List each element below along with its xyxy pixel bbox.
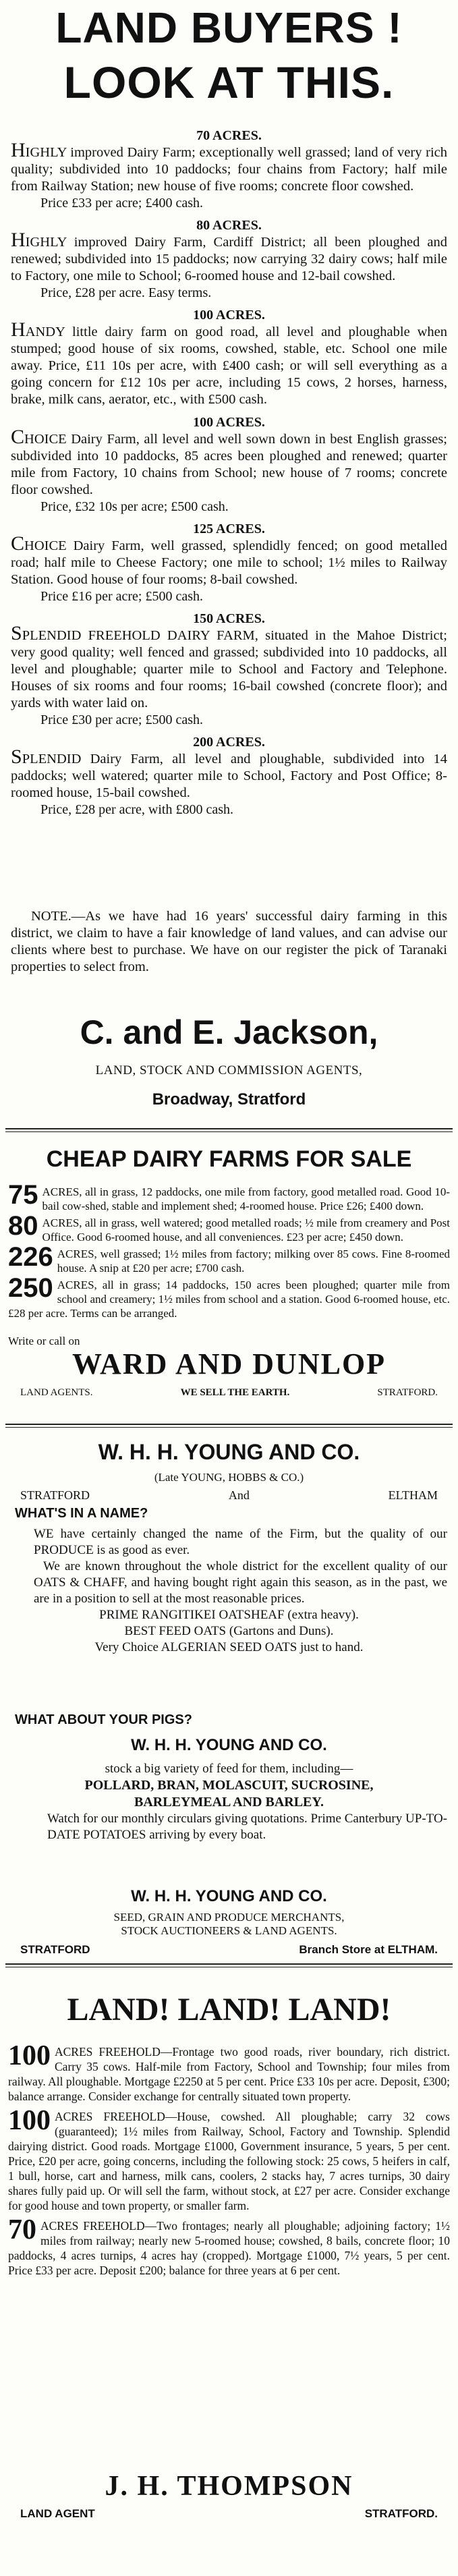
- listing-dropcap: S: [11, 746, 22, 768]
- thompson-listings: [0, 2044, 458, 2283]
- acre-number: 250: [8, 1278, 53, 1303]
- listing-description: [0, 229, 458, 285]
- acre-number: 100: [8, 2109, 51, 2136]
- dairy-farm-item: [0, 1185, 458, 1213]
- note-text: NOTE.—As we have had 16 years' successful dairy farming in this district, we claim to have a fair knowledge of land values, and can advise our clients where best to purchase. We have on our register the pick of Taranaki properties to select from.: [11, 909, 447, 974]
- dairy-farm-text: [0, 1278, 458, 1320]
- footer-stratford: STRATFORD: [20, 1943, 90, 1956]
- jackson-note: [0, 908, 458, 976]
- item-text: ACRES, all in grass, 12 paddocks, one mile from factory, good metalled road. Good 10-bail cow-shed, stable and implement shed; 4-roomed house. Price £26; £400 down.: [42, 1185, 450, 1212]
- item-text: ACRES FREEHOLD—Frontage two good roads, river boundary, rich district. Carry 35 cows. Half-mile from Factory, School and Township; four miles from railway. All ploughable. Mortgage £2250 at 5 per cent. Price £33 10s per acre. Deposit, £300; balance arrange. Consider exchange for centrally situated town property.: [8, 2045, 450, 2103]
- listing-price: Price £16 per acre; £500 cash.: [40, 589, 204, 604]
- young-subtitle-1: SEED, GRAIN AND PRODUCE MERCHANTS,: [113, 1911, 345, 1924]
- young-subtitle-2: STOCK AUCTIONEERS & LAND AGENTS.: [121, 1924, 337, 1937]
- land-item: [0, 2218, 458, 2278]
- young-body: [0, 1526, 458, 1656]
- stratford-label: STRATFORD.: [377, 1387, 438, 1398]
- listing-acres: 80 ACRES.: [196, 218, 262, 233]
- headline-look-at-this: LOOK AT THIS.: [63, 57, 395, 107]
- dairy-farm-text: [0, 1247, 458, 1275]
- listing-price: Price £30 per acre; £500 cash.: [40, 712, 204, 727]
- divider: [5, 1424, 453, 1425]
- listing-dropcap: C: [11, 426, 25, 448]
- listing-dropcap: H: [11, 229, 26, 251]
- listing-acres: 70 ACRES.: [196, 128, 262, 143]
- late-name: (Late YOUNG, HOBBS & CO.): [154, 1471, 304, 1484]
- write-or-call: Write or call on: [8, 1335, 80, 1347]
- slogan: WE SELL THE EARTH.: [180, 1387, 290, 1398]
- dairy-farm-item: [0, 1247, 458, 1275]
- land-item-text: [0, 2044, 458, 2104]
- location-eltham: ELTHAM: [388, 1488, 438, 1502]
- land-item-text: [0, 2218, 458, 2278]
- divider: [5, 1427, 453, 1428]
- listing-body: HOICE Dairy Farm, all level and well sown down in best English grasses; subdivided into 10 paddocks, 85 acres been ploughed and renewed; quarter mile from Factory, 10 chains from School; new house of 7 rooms; concrete floor cowshed.: [11, 432, 447, 497]
- listing-price: Price, £28 per acre. Easy terms.: [40, 285, 212, 300]
- listing-body: PLENDID Dairy Farm, all level and ploughable, subdivided into 14 paddocks; well watered; quarter mile to School, Factory and Post Office; 8-roomed house, 15-bail cowshed.: [11, 752, 447, 800]
- listing-description: [0, 746, 458, 802]
- jackson-advertisement: [0, 0, 458, 1133]
- listing-acres: 150 ACRES.: [193, 611, 265, 626]
- acre-number: 70: [8, 2218, 36, 2245]
- firm-young: W. H. H. YOUNG AND CO.: [98, 1440, 360, 1464]
- listing-price: Price, £28 per acre, with £800 cash.: [40, 802, 234, 817]
- location-stratford: STRATFORD: [20, 1488, 90, 1502]
- line-oatsheaf: PRIME RANGITIKEI OATSHEAF (extra heavy).: [99, 1608, 359, 1622]
- listing-dropcap: H: [11, 139, 26, 161]
- dairy-farm-text: [0, 1216, 458, 1244]
- listing: [0, 611, 458, 728]
- line-seed-oats: Very Choice ALGERIAN SEED OATS just to hand.: [94, 1640, 364, 1654]
- land-agents-label: LAND AGENTS.: [20, 1387, 93, 1398]
- item-text: ACRES, well grassed; 1½ miles from factory; milking over 85 cows. Fine 8-roomed house. A snip at £20 per acre; £700 cash.: [57, 1248, 450, 1275]
- listing-description: [0, 622, 458, 712]
- listing-body: PLENDID FREEHOLD DAIRY FARM, situated in the Mahoe District; very good quality; well fenced and grassed; subdivided into 10 paddocks, all level and ploughable; quarter mile to School and Factory and Telephone. Houses of six rooms and four rooms; 16-bail cowshed (concrete floor); and yards with water laid on.: [11, 628, 447, 710]
- listing-acres: 125 ACRES.: [193, 522, 265, 536]
- thompson-stratford: STRATFORD.: [364, 2507, 438, 2520]
- feed-variety: stock a big variety of feed for them, including—: [105, 1762, 353, 1776]
- question-name: WHAT'S IN A NAME?: [15, 1506, 148, 1521]
- divider: [5, 1128, 453, 1129]
- pig-feed-body: [0, 1761, 458, 1843]
- listing-body: HOICE Dairy Farm, well grassed, splendidly fenced; on good metalled road; half mile to Cheese Factory; one mile to school; 1½ miles to Railway Station. Good house of four rooms; 8-bail cowshed.: [11, 538, 447, 587]
- listing-dropcap: S: [11, 622, 22, 644]
- land-item: [0, 2109, 458, 2213]
- item-text: ACRES, all in grass; 14 paddocks, 150 acres been ploughed; quarter mile from school and creamery; 1½ miles from school and a station. Good 6-roomed house, etc. £28 per acre. Terms can be arranged.: [8, 1279, 450, 1320]
- thompson-footer: [0, 2507, 458, 2521]
- jackson-address: Broadway, Stratford: [152, 1090, 306, 1109]
- listing: [0, 415, 458, 515]
- footer-eltham-branch: Branch Store at ELTHAM.: [299, 1943, 438, 1956]
- listing-body: IGHLY improved Dairy Farm; exceptionally well grassed; land of very rich quality; subdivided into 10 paddocks; four chains from Factory; half mile from Railway Station; new house of five rooms; concrete floor cowshed.: [11, 145, 447, 194]
- headline-land-land-land: LAND! LAND! LAND!: [67, 1992, 391, 2027]
- thompson-advertisement: [0, 1970, 458, 2576]
- young-locations: [0, 1488, 458, 1503]
- line-feed-oats: BEST FEED OATS (Gartons and Duns).: [124, 1624, 334, 1638]
- listing-body: IGHLY improved Dairy Farm, Cardiff District; all been ploughed and renewed; subdivided into 15 paddocks; now carrying 32 dairy cows; half mile to Factory, one mile to School; 6-roomed house and 12-bail cowshed.: [11, 235, 447, 283]
- land-item: [0, 2044, 458, 2104]
- ward-dunlop-advertisement: [0, 1136, 458, 1423]
- location-and: And: [228, 1488, 250, 1502]
- listing: [0, 735, 458, 818]
- paragraph-oats-chaff: We are known throughout the whole district for the excellent quality of our OATS & CHAFF, and having bought right again this season, as in the past, we are in a position to sell at the most reasonable prices.: [34, 1559, 447, 1606]
- firm-jackson: C. and E. Jackson,: [80, 1013, 378, 1051]
- dairy-farm-item: [0, 1278, 458, 1320]
- headline-cheap-dairy-farms: CHEAP DAIRY FARMS FOR SALE: [46, 1146, 412, 1172]
- acre-number: 75: [8, 1185, 38, 1210]
- listing-price: Price, £32 10s per acre; £500 cash.: [40, 499, 229, 514]
- item-text: ACRES FREEHOLD—Two frontages; nearly all ploughable; adjoining factory; 1½ miles from railway; nearly new 5-roomed house; cowshed, 8 bails, concrete floor; 10 paddocks, 4 acres turnips, 4 acres hay (cropped). Mortgage £1000, 7½ years, 5 per cent. Price £33 per acre. Deposit £200; balance for three years at 6 per cent.: [8, 2219, 450, 2277]
- listing: [0, 308, 458, 408]
- item-text: ACRES, all in grass, well watered; good metalled roads; ½ mile from creamery and Post Office. Good 6-roomed house, and all conveniences. £23 per acre; £450 down.: [42, 1216, 450, 1243]
- jackson-subtitle: LAND, STOCK AND COMMISSION AGENTS,: [95, 1063, 363, 1077]
- dairy-farm-item: [0, 1216, 458, 1244]
- acre-number: 226: [8, 1247, 53, 1272]
- listing: [0, 128, 458, 211]
- land-item-text: [0, 2109, 458, 2213]
- headline-land-buyers: LAND BUYERS !: [55, 3, 403, 52]
- feed-list: POLLARD, BRAN, MOLASCUIT, SUCROSINE, BARLEYMEAL AND BARLEY.: [84, 1778, 374, 1810]
- listing-acres: 200 ACRES.: [193, 735, 265, 750]
- listing: [0, 522, 458, 605]
- land-agent-label: LAND AGENT: [20, 2507, 95, 2520]
- circulars-potatoes: Watch for our monthly circulars giving quotations. Prime Canterbury UP-TO-DATE POTATOES arriving by every boat.: [47, 1812, 447, 1842]
- paragraph-name-change: WE have certainly changed the name of the Firm, but the quality of our PRODUCE is as good as ever.: [34, 1527, 447, 1557]
- item-text: ACRES FREEHOLD—House, cowshed. All ploughable; carry 32 cows (guaranteed); 1½ miles from Railway, School, Factory and Township. Splendid dairying district. Good roads. Mortgage £1000, Government insurance, 5 years, 5 per cent. Price, £20 per acre, going concerns, including the following stock: 25 cows, 5 heifers in calf, 1 bull, horse, cart and harness, milk cans, coolers, 2 stacks hay, 7 acres turnips, 30 dairy shares fully paid up. Or will sell the farm, without stock, at £27 per acre. Consider exchange for good house and town property, or smaller farm.: [8, 2110, 450, 2212]
- listing-dropcap: C: [11, 532, 25, 555]
- firm-young-3: W. H. H. YOUNG AND CO.: [131, 1887, 327, 1905]
- firm-ward-dunlop: WARD AND DUNLOP: [71, 1347, 387, 1380]
- divider: [5, 1963, 453, 1965]
- listing-dropcap: H: [11, 318, 26, 341]
- listing-description: [0, 426, 458, 499]
- acre-number: 100: [8, 2044, 51, 2071]
- young-advertisement: [0, 1430, 458, 2011]
- ward-dunlop-footer: [0, 1387, 458, 1399]
- listing-description: [0, 318, 458, 408]
- listing: [0, 218, 458, 301]
- divider: [5, 1131, 453, 1132]
- firm-young-2: W. H. H. YOUNG AND CO.: [131, 1736, 327, 1754]
- listing-body: ANDY little dairy farm on good road, all level and ploughable when stumped; good house of six rooms, cowshed, stable, etc. School one mile away. Price, £11 10s per acre, with £400 cash; or will sell everything as a going concern for £12 10s per acre, including 15 cows, 2 horses, harness, brake, milk cans, aerator, etc., with £500 cash.: [11, 325, 447, 407]
- listing-price: Price £33 per acre; £400 cash.: [40, 196, 204, 211]
- ward-dunlop-listings: [0, 1185, 458, 1323]
- acre-number: 80: [8, 1216, 38, 1241]
- listing-acres: 100 ACRES.: [193, 415, 265, 430]
- listing-description: [0, 139, 458, 195]
- dairy-farm-text: [0, 1185, 458, 1213]
- question-pigs: WHAT ABOUT YOUR PIGS?: [15, 1712, 192, 1727]
- listing-acres: 100 ACRES.: [193, 308, 265, 323]
- farm-listings: [0, 128, 458, 824]
- young-footer: [0, 1943, 458, 1957]
- firm-thompson: J. H. THOMPSON: [105, 2471, 353, 2502]
- listing-description: [0, 532, 458, 588]
